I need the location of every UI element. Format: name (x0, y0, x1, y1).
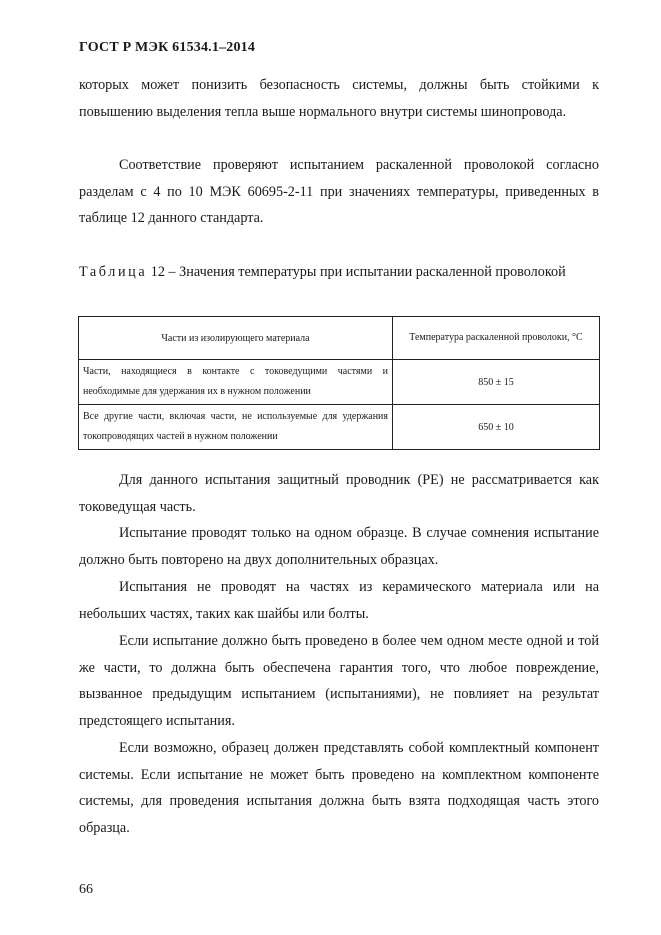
table-cell-part: Части, находящиеся в контакте с токоведущими частями и необходимые для удержания их в нужном положении (79, 360, 393, 405)
table-header-row (79, 317, 600, 360)
paragraph-single-sample: Испытание проводят только на одном образце. В случае сомнения испытание должно быть повторено на двух дополнительных образцах. (79, 525, 599, 568)
temperature-table (78, 316, 600, 450)
paragraph-continuation: которых может понизить безопасность системы, должны быть стойкими к повышению выделения тепла выше нормального внутри системы шинопровода. (79, 77, 599, 120)
paragraph-complete-component: Если возможно, образец должен представлять собой комплектный компонент системы. Если испытание не может быть проведено на комплектном компоненте системы, для проведения испытания должна быть взята подходящая часть этого образца. (79, 740, 599, 836)
table-caption-text: 12 – Значения температуры при испытании раскаленной проволокой (150, 264, 566, 280)
table-row (79, 405, 600, 450)
paragraph-ceramic: Испытания не проводят на частях из керамического материала или на небольших частях, таких как шайбы или болты. (79, 579, 599, 622)
table-cell-part: Все другие части, включая части, не используемые для удержания токопроводящих частей в нужном положении (79, 405, 393, 450)
paragraph-pe-conductor: Для данного испытания защитный проводник (PE) не рассматривается как токоведущая часть. (79, 472, 599, 515)
document-header: ГОСТ Р МЭК 61534.1–2014 (79, 40, 256, 55)
table-caption-label: Таблица (79, 264, 148, 280)
table-row (79, 360, 600, 405)
table-cell-temp: 850 ± 15 (393, 360, 600, 405)
paragraph-compliance: Соответствие проверяют испытанием раскаленной проволокой согласно разделам с 4 по 10 МЭК 60695-2-11 при значениях температуры, приведенных в таблице 12 данного стандарта. (79, 157, 599, 226)
table-header-temperature: Температура раскаленной проволоки, °С (393, 317, 600, 360)
page-number: 66 (79, 882, 93, 897)
table-header-parts: Части из изолирующего материала (79, 317, 393, 360)
paragraph-multiple-places: Если испытание должно быть проведено в более чем одном месте одной и той же части, то должна быть обеспечена гарантия того, что любое повреждение, вызванное предыдущим испытанием (испытаниями), не повлияет на результат предстоящего испытания. (79, 633, 599, 729)
table-caption (79, 259, 599, 286)
table-cell-temp: 650 ± 10 (393, 405, 600, 450)
